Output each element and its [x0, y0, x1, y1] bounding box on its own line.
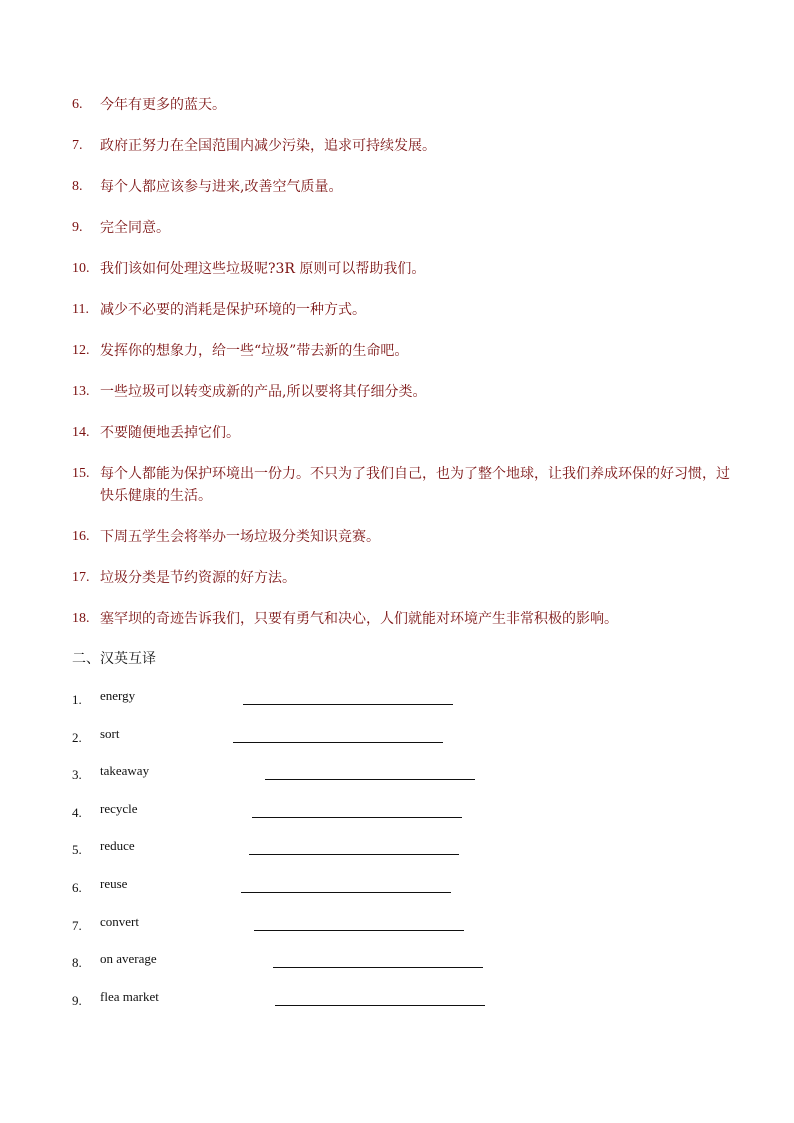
sentence-text: 每个人都能为保护环境出一份力。不只为了我们自己，也为了整个地球，让我们养成环保的好习惯，过快乐健康的生活。 — [100, 466, 730, 504]
vocab-number: 7. — [72, 917, 82, 933]
sentence-number: 10. — [72, 261, 90, 276]
vocab-number: 2. — [72, 729, 82, 745]
sentence-text: 政府正努力在全国范围内减少污染，追求可持续发展。 — [100, 138, 436, 154]
sentence-text: 垃圾分类是节约资源的好方法。 — [100, 570, 296, 586]
answer-blank[interactable] — [273, 967, 483, 968]
vocab-word: on average — [100, 951, 157, 967]
sentence-number: 18. — [72, 611, 90, 626]
sentence-item — [72, 217, 732, 239]
vocab-row — [72, 989, 632, 1027]
answer-blank[interactable] — [249, 854, 459, 855]
answer-blank[interactable] — [233, 742, 443, 743]
vocab-number: 4. — [72, 804, 82, 820]
vocab-word: energy — [100, 688, 136, 703]
vocab-word: reduce — [100, 838, 135, 854]
sentence-text: 完全同意。 — [100, 220, 170, 236]
vocabulary-list — [72, 688, 632, 1026]
vocab-number: 6. — [72, 879, 82, 895]
sentence-item — [72, 422, 732, 444]
vocab-number: 1. — [72, 692, 82, 707]
vocab-number: 5. — [72, 842, 82, 858]
section-heading: 二、汉英互译 — [72, 651, 156, 667]
sentence-item — [72, 340, 732, 362]
answer-blank[interactable] — [275, 1005, 485, 1006]
sentence-text: 下周五学生会将举办一场垃圾分类知识竞赛。 — [100, 529, 380, 545]
vocab-number: 9. — [72, 992, 82, 1008]
vocab-row — [72, 876, 632, 914]
sentence-text: 发挥你的想象力，给一些“垃圾”带去新的生命吧。 — [100, 343, 409, 359]
answer-blank[interactable] — [243, 704, 453, 705]
sentence-number: 9. — [72, 220, 83, 235]
vocab-word: reuse — [100, 875, 128, 891]
vocab-word: convert — [100, 913, 139, 929]
sentence-text: 每个人都应该参与进来,改善空气质量。 — [100, 179, 343, 195]
sentence-number: 14. — [72, 425, 90, 440]
vocab-row — [72, 951, 632, 989]
sentence-item — [72, 94, 732, 116]
sentence-item — [72, 526, 732, 548]
sentence-item — [72, 381, 732, 403]
translation-sentence-list — [72, 94, 732, 649]
sentence-item — [72, 463, 732, 507]
vocab-word: sort — [100, 725, 120, 741]
sentence-number: 12. — [72, 343, 90, 358]
sentence-text: 一些垃圾可以转变成新的产品,所以要将其仔细分类。 — [100, 384, 427, 400]
vocab-number: 3. — [72, 767, 82, 783]
sentence-item — [72, 258, 732, 280]
sentence-item — [72, 176, 732, 198]
vocab-row — [72, 688, 632, 726]
sentence-item — [72, 567, 732, 589]
vocab-row — [72, 914, 632, 952]
vocab-row — [72, 726, 632, 764]
sentence-number: 6. — [72, 97, 83, 112]
answer-blank[interactable] — [265, 779, 475, 780]
sentence-number: 8. — [72, 179, 83, 194]
sentence-item — [72, 608, 732, 630]
sentence-text: 不要随便地丢掉它们。 — [100, 425, 240, 441]
sentence-text: 我们该如何处理这些垃圾呢?3R 原则可以帮助我们。 — [100, 261, 426, 277]
sentence-text: 减少不必要的消耗是保护环境的一种方式。 — [100, 302, 366, 318]
sentence-item — [72, 299, 732, 321]
vocab-word: takeaway — [100, 763, 150, 779]
sentence-text: 今年有更多的蓝天。 — [100, 97, 226, 113]
vocab-row — [72, 801, 632, 839]
vocab-row — [72, 838, 632, 876]
sentence-text: 塞罕坝的奇迹告诉我们，只要有勇气和决心，人们就能对环境产生非常积极的影响。 — [100, 611, 618, 627]
vocab-row — [72, 763, 632, 801]
sentence-number: 13. — [72, 384, 90, 399]
sentence-number: 17. — [72, 570, 90, 585]
answer-blank[interactable] — [254, 930, 464, 931]
sentence-number: 7. — [72, 138, 83, 153]
sentence-item — [72, 135, 732, 157]
answer-blank[interactable] — [241, 892, 451, 893]
sentence-number: 11. — [72, 302, 89, 317]
sentence-number: 16. — [72, 529, 90, 544]
vocab-word: flea market — [100, 988, 159, 1004]
answer-blank[interactable] — [252, 817, 462, 818]
vocab-word: recycle — [100, 800, 138, 816]
vocab-number: 8. — [72, 955, 82, 971]
sentence-number: 15. — [72, 466, 90, 481]
